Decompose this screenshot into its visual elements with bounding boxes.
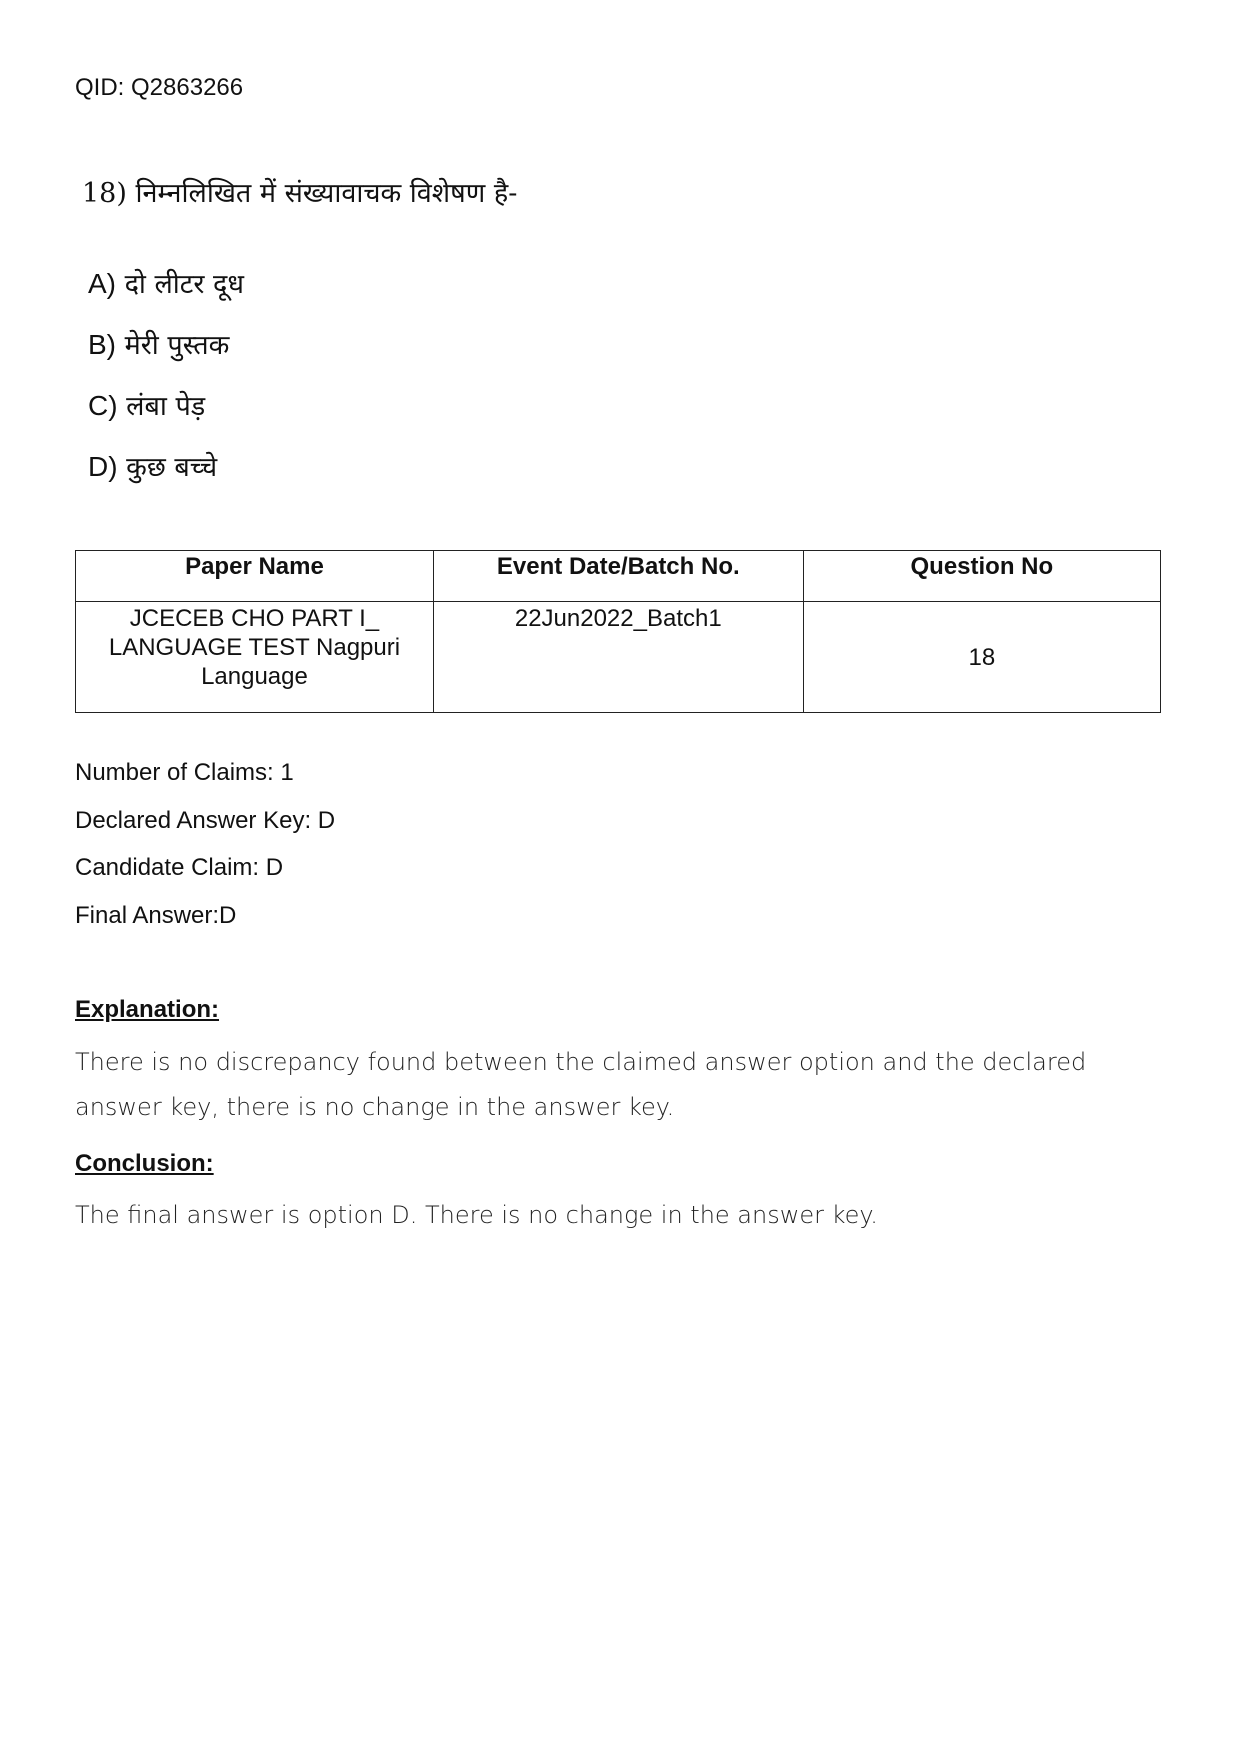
question-id: QID: Q2863266 bbox=[75, 74, 244, 101]
option-a bbox=[88, 262, 244, 323]
cell-event-date: 22Jun2022_Batch1 bbox=[433, 602, 803, 713]
claim-summary bbox=[75, 758, 335, 948]
question-block bbox=[82, 172, 517, 216]
option-b bbox=[88, 323, 244, 384]
candidate-claim: Candidate Claim: D bbox=[75, 854, 284, 881]
option-letter: A) bbox=[88, 268, 116, 299]
option-text: मेरी पुस्तक bbox=[124, 330, 230, 361]
cell-question-no: 18 bbox=[803, 602, 1160, 713]
header-event-date: Event Date/Batch No. bbox=[433, 551, 803, 602]
option-letter: B) bbox=[88, 329, 116, 360]
explanation-text: There is no discrepancy found between the claimed answer option and the declared answer key, there is no change in the answer key. bbox=[75, 1048, 1087, 1121]
final-answer: Final Answer:D bbox=[75, 901, 237, 929]
option-c bbox=[88, 384, 244, 445]
option-letter: D) bbox=[88, 451, 118, 482]
number-of-claims: Number of Claims: 1 bbox=[75, 759, 294, 786]
option-d bbox=[88, 445, 244, 506]
table-header-row bbox=[76, 551, 1161, 602]
cell-paper-name: JCECEB CHO PART I_ LANGUAGE TEST Nagpuri Language bbox=[76, 602, 434, 713]
conclusion-text: The final answer is option D. There is no change in the answer key. bbox=[75, 1201, 878, 1229]
header-question-no: Question No bbox=[803, 551, 1160, 602]
option-text: कुछ बच्चे bbox=[126, 452, 218, 483]
options-list bbox=[88, 262, 244, 506]
header-paper-name: Paper Name bbox=[76, 551, 434, 602]
explanation-heading: Explanation: bbox=[75, 996, 220, 1023]
option-letter: C) bbox=[88, 390, 118, 421]
question-text: 18) निम्नलिखित में संख्यावाचक विशेषण है- bbox=[82, 178, 518, 209]
declared-answer-key: Declared Answer Key: D bbox=[75, 806, 336, 834]
option-text: लंबा पेड़ bbox=[126, 391, 206, 422]
conclusion-heading: Conclusion: bbox=[75, 1150, 214, 1177]
paper-info-table bbox=[75, 550, 1161, 713]
option-text: दो लीटर दूध bbox=[124, 269, 244, 300]
table-row bbox=[76, 602, 1161, 713]
